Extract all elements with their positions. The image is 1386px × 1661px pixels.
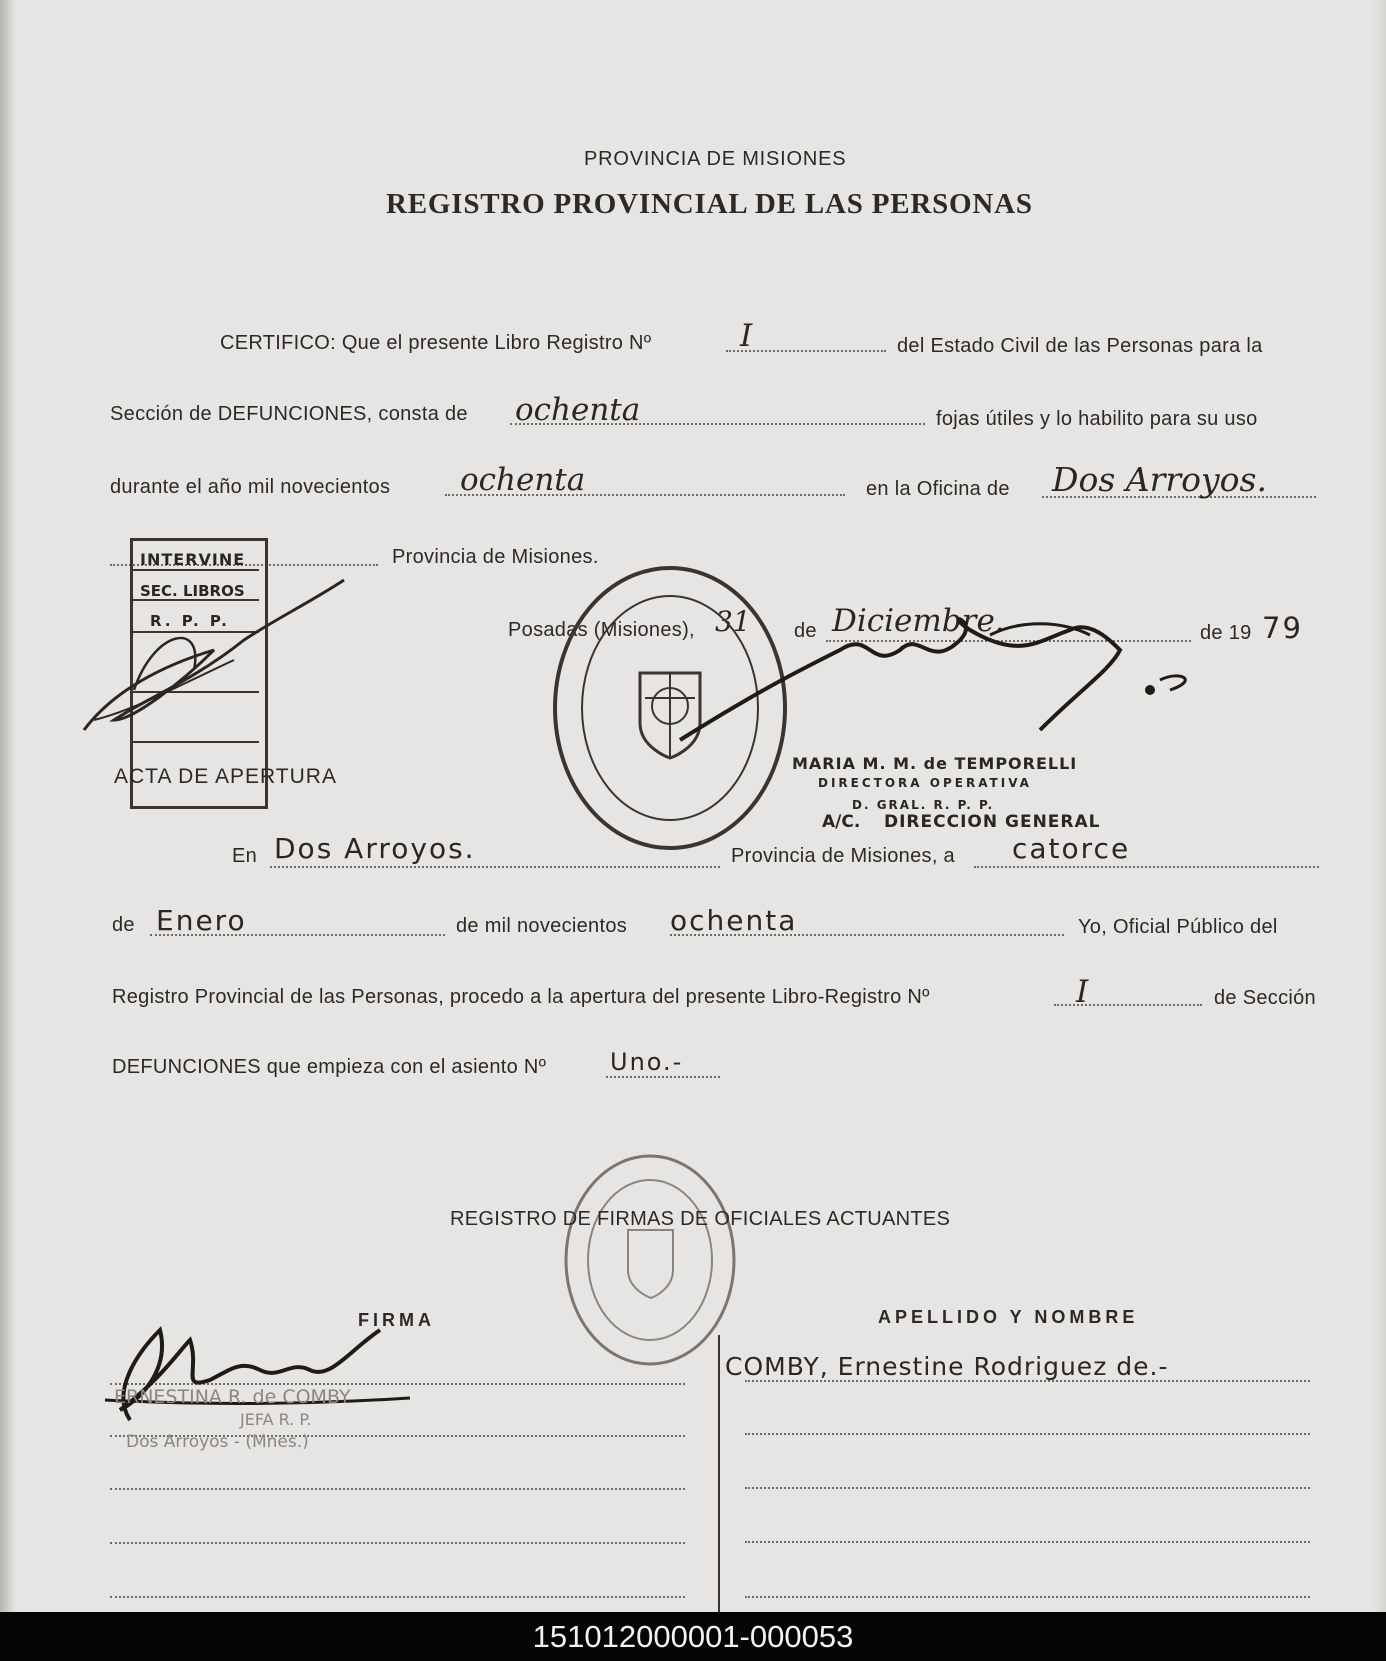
office-handwritten: Dos Arroyos. <box>1052 460 1267 499</box>
certificate-province: Provincia de Misiones. <box>392 546 599 568</box>
book-spine-shadow <box>0 0 16 1612</box>
firma-line-5 <box>110 1596 685 1598</box>
director-unit: DIRECCION GENERAL <box>884 812 1101 832</box>
document-id: 151012000001-000053 <box>532 1618 854 1654</box>
certificate-text-3b: en la Oficina de <box>866 478 1010 500</box>
director-dept: D. GRAL. R. P. P. <box>852 798 995 812</box>
date-place: Posadas (Misiones), <box>508 619 695 641</box>
folios-handwritten: ochenta <box>515 392 641 428</box>
certificate-text-1a: CERTIFICO: Que el presente Libro Registro Nº <box>220 332 652 354</box>
intervine-stamp-line2: SEC. LIBROS <box>140 582 245 600</box>
official-stamp-name: ERNESTINA R. de COMBY <box>114 1386 351 1408</box>
acta-line4: DEFUNCIONES que empieza con el asiento Nº <box>112 1056 547 1078</box>
intervine-stamp-line3: R. P. P. <box>150 612 230 630</box>
director-prefix: A/C. <box>822 812 861 832</box>
acta-book-handwritten: I <box>1076 974 1089 1010</box>
firma-line-4 <box>110 1542 685 1544</box>
acta-province: Provincia de Misiones, a <box>731 845 955 867</box>
intervine-stamp-line1: INTERVINE <box>140 550 246 569</box>
acta-seccion: de Sección <box>1214 987 1316 1009</box>
certificate-text-2a: Sección de DEFUNCIONES, consta de <box>110 403 468 425</box>
acta-entry-handwritten: Uno.- <box>610 1048 684 1076</box>
official-stamp-place: Dos Arroyos - (Mnes.) <box>126 1432 309 1452</box>
date-de: de <box>794 620 817 642</box>
nombre-line-5 <box>745 1596 1310 1598</box>
column-divider <box>718 1335 720 1612</box>
document-id-footer <box>0 1612 1386 1661</box>
acta-line3: Registro Provincial de las Personas, procedo a la apertura del presente Libro-Registro Nº <box>112 986 930 1008</box>
nombre-line-2 <box>745 1433 1310 1435</box>
director-name: MARIA M. M. de TEMPORELLI <box>792 754 1078 773</box>
fill-line <box>974 866 1319 868</box>
acta-place-handwritten: Dos Arroyos. <box>274 832 476 865</box>
acta-year-text: de mil novecientos <box>456 915 628 937</box>
province-heading: PROVINCIA DE MISIONES <box>584 148 847 170</box>
director-role: DIRECTORA OPERATIVA <box>818 776 1032 790</box>
official-seal-bottom <box>558 1150 743 1370</box>
registry-title: REGISTRO PROVINCIAL DE LAS PERSONAS <box>386 188 1033 220</box>
signatures-title: REGISTRO DE FIRMAS DE OFICIALES ACTUANTES <box>450 1208 951 1230</box>
nombre-line-3 <box>745 1487 1310 1489</box>
date-year-handwritten: 79 <box>1262 611 1303 645</box>
acta-month-handwritten: Enero <box>156 904 247 937</box>
firma-line-3 <box>110 1488 685 1490</box>
col-nombre: APELLIDO Y NOMBRE <box>878 1307 1139 1327</box>
page-edge-shadow <box>1372 0 1386 1612</box>
col-firma: FIRMA <box>358 1310 435 1330</box>
official-stamp-office: JEFA R. P. <box>240 1410 312 1429</box>
nombre-line-4 <box>745 1541 1310 1543</box>
date-month-handwritten: Diciembre. <box>832 603 1005 639</box>
date-year-prefix: de 19 <box>1200 622 1252 644</box>
director-signature <box>640 590 1200 750</box>
book-number-handwritten: I <box>740 318 753 354</box>
acta-day-handwritten: catorce <box>1012 832 1131 865</box>
acta-official-text: Yo, Oficial Público del <box>1078 916 1278 938</box>
fill-line <box>606 1076 720 1078</box>
certificate-text-1b: del Estado Civil de las Personas para la <box>897 335 1263 357</box>
acta-title: ACTA DE APERTURA <box>114 765 337 788</box>
acta-year-handwritten: ochenta <box>670 904 798 937</box>
fill-line <box>270 866 720 868</box>
certificate-text-3a: durante el año mil novecientos <box>110 476 391 498</box>
acta-en: En <box>232 845 258 867</box>
date-day-handwritten: 31 <box>715 605 751 638</box>
certificate-text-2b: fojas útiles y lo habilito para su uso <box>936 408 1258 430</box>
acta-de: de <box>112 914 135 936</box>
intervine-signature <box>74 570 374 750</box>
year-words-handwritten: ochenta <box>460 462 586 498</box>
official-name-handwritten: COMBY, Ernestine Rodriguez de.- <box>725 1352 1169 1381</box>
